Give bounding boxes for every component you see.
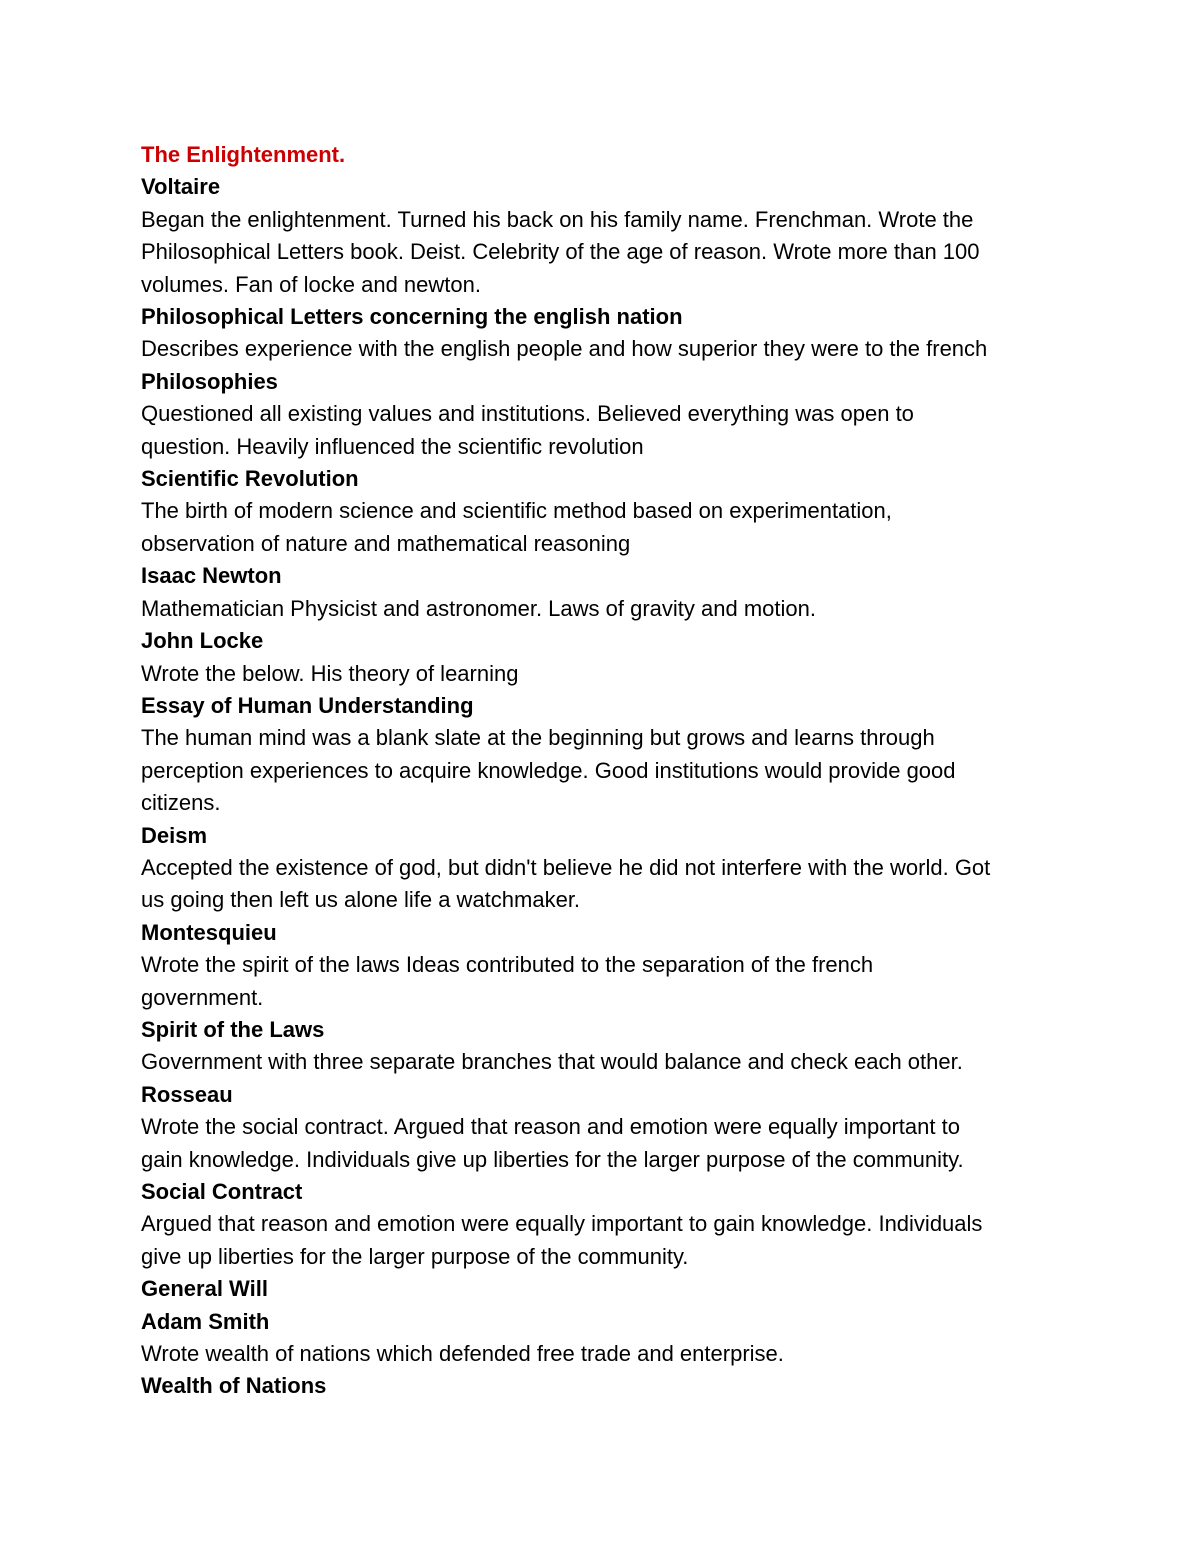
entry — [141, 560, 1071, 625]
entry-description-line: Wrote the below. His theory of learning — [141, 660, 519, 686]
entry-description-line: question. Heavily influenced the scientific revolution — [141, 433, 644, 459]
entry-description-line: give up liberties for the larger purpose of the community. — [141, 1243, 689, 1269]
entry-description-line: volumes. Fan of locke and newton. — [141, 271, 481, 297]
entry — [141, 301, 1071, 366]
entry — [141, 625, 1071, 690]
entry-description-line: perception experiences to acquire knowledge. Good institutions would provide good — [141, 757, 956, 783]
entry-term: General Will — [141, 1276, 268, 1302]
entry-description-line: The human mind was a blank slate at the beginning but grows and learns through — [141, 725, 935, 751]
entry — [141, 366, 1071, 463]
entry-description-line: Questioned all existing values and institutions. Believed everything was open to — [141, 401, 914, 427]
entry-description-line: Wrote the social contract. Argued that reason and emotion were equally important to — [141, 1114, 960, 1140]
entry-term: Isaac Newton — [141, 563, 282, 589]
entry-term: Philosophies — [141, 368, 278, 394]
entry-description-line: citizens. — [141, 790, 221, 816]
entry — [141, 171, 1071, 301]
entry-term: Essay of Human Understanding — [141, 692, 474, 718]
entry-term: Voltaire — [141, 174, 221, 200]
entry-description-line: The birth of modern science and scientific method based on experimentation, — [141, 498, 892, 524]
entry-description-line: observation of nature and mathematical reasoning — [141, 530, 631, 556]
entry — [141, 1014, 1071, 1079]
entry-term: Deism — [141, 822, 208, 848]
entry-description-line: Philosophical Letters book. Deist. Celebrity of the age of reason. Wrote more than 100 — [141, 239, 980, 265]
entry — [141, 690, 1071, 820]
entry-term: Scientific Revolution — [141, 466, 359, 492]
entry-term: John Locke — [141, 628, 264, 654]
entry-description-line: Describes experience with the english people and how superior they were to the french — [141, 336, 988, 362]
entry-description-line: Began the enlightenment. Turned his back on his family name. Frenchman. Wrote the — [141, 206, 974, 232]
entry — [141, 820, 1071, 917]
entry-description-line: Government with three separate branches that would balance and check each other. — [141, 1049, 963, 1075]
entry-description-line: Argued that reason and emotion were equally important to gain knowledge. Individuals — [141, 1211, 983, 1237]
entry-description-line: Mathematician Physicist and astronomer. Laws of gravity and motion. — [141, 595, 816, 621]
entry-description-line: government. — [141, 984, 264, 1010]
entries-list — [141, 171, 1071, 1402]
entry — [141, 1306, 1071, 1371]
entry-term: Philosophical Letters concerning the english nation — [141, 304, 683, 330]
entry — [141, 1176, 1071, 1273]
entry-description-line: Wrote wealth of nations which defended free trade and enterprise. — [141, 1341, 784, 1367]
document-title: The Enlightenment. — [141, 142, 346, 167]
entry — [141, 463, 1071, 560]
entry-term: Spirit of the Laws — [141, 1016, 325, 1042]
entry-term: Rosseau — [141, 1081, 233, 1107]
entry — [141, 1273, 1071, 1305]
entry-term: Wealth of Nations — [141, 1373, 327, 1399]
entry-description-line: us going then left us alone life a watchmaker. — [141, 887, 581, 913]
entry-description-line: Accepted the existence of god, but didn't believe he did not interfere with the world. Got — [141, 854, 991, 880]
entry-term: Montesquieu — [141, 919, 277, 945]
entry — [141, 917, 1071, 1014]
entry-description-line: Wrote the spirit of the laws Ideas contributed to the separation of the french — [141, 952, 874, 978]
entry — [141, 1079, 1071, 1176]
entry — [141, 1370, 1071, 1402]
entry-term: Social Contract — [141, 1179, 303, 1204]
entry-term: Adam Smith — [141, 1308, 270, 1334]
entry-description-line: gain knowledge. Individuals give up liberties for the larger purpose of the community. — [141, 1146, 964, 1172]
document-body — [141, 139, 1071, 1403]
